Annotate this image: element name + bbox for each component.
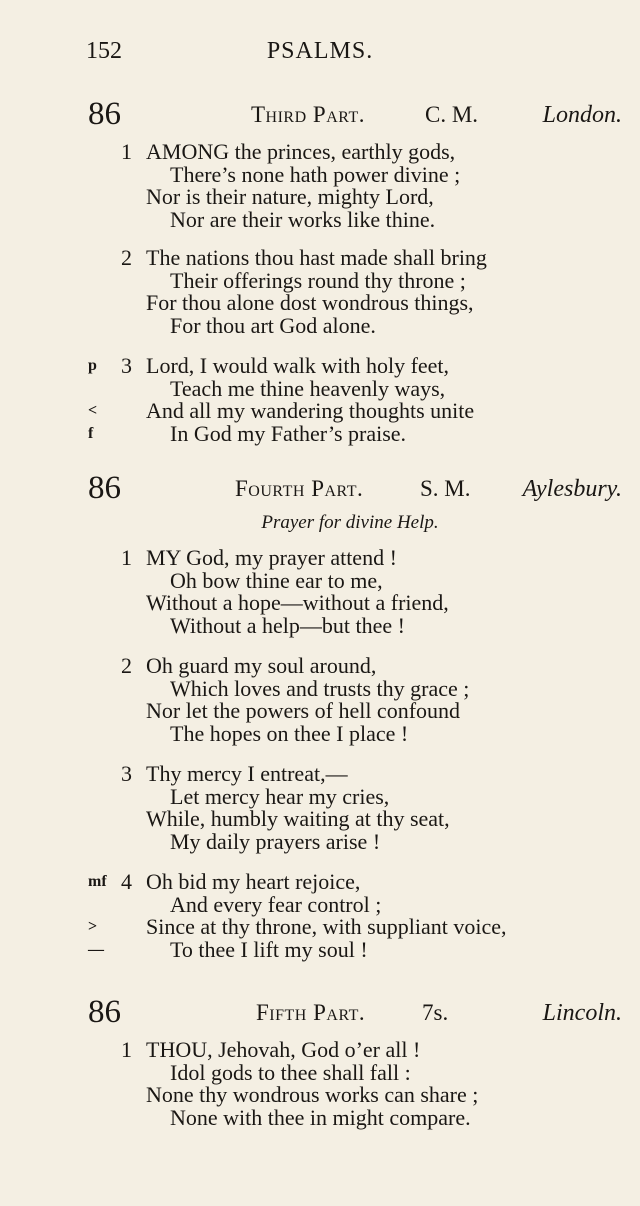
verse-text: Without a hope—without a friend,	[146, 590, 449, 615]
verse-text: THOU, Jehovah, God o’er all !	[146, 1037, 421, 1062]
dynamic-marking: f	[88, 424, 94, 442]
verse-text: Nor let the powers of hell confound	[146, 698, 461, 723]
verse-text: My daily prayers arise !	[170, 828, 381, 854]
verse-line	[0, 762, 640, 786]
verse-line	[0, 722, 640, 746]
hymn-heading	[0, 470, 640, 510]
verse-line	[0, 140, 640, 164]
hymn-meter: S. M.	[420, 476, 471, 501]
verse-line	[0, 399, 640, 423]
verse-line	[0, 591, 640, 615]
hymn-number: 86	[88, 470, 121, 506]
hymn-part: Fourth Part.	[235, 476, 364, 501]
dynamic-marking: —	[88, 940, 104, 958]
verse-text: And all my wandering thoughts unite	[146, 398, 475, 423]
verse-line	[0, 938, 640, 962]
verse-text: MY God, my prayer attend !	[146, 545, 397, 570]
verse-number: 1	[121, 1037, 132, 1062]
dynamic-marking: <	[88, 402, 98, 419]
verse-line	[0, 314, 640, 338]
verse-line	[0, 208, 640, 232]
hymn-part: Third Part.	[251, 102, 365, 127]
verse-line	[0, 893, 640, 917]
verse-text: None with thee in might compare.	[170, 1104, 471, 1130]
verse-line	[0, 185, 640, 209]
verse-line	[0, 1038, 640, 1062]
verse-line	[0, 1083, 640, 1107]
verse-number: 2	[121, 653, 132, 678]
verse-text: Their offerings round thy throne ;	[170, 267, 466, 293]
verse-text: Thy mercy I entreat,—	[146, 761, 348, 786]
verse-text: For thou alone dost wondrous things,	[146, 290, 474, 315]
page-header	[0, 38, 640, 72]
verse-line	[0, 269, 640, 293]
verse-line	[0, 569, 640, 593]
hymn-heading	[0, 96, 640, 136]
verse-line	[0, 291, 640, 315]
hymn-part: Fifth Part.	[256, 1000, 366, 1025]
dynamic-marking: mf	[88, 873, 107, 890]
tune-name: Aylesbury.	[522, 476, 622, 502]
verse-text: Oh guard my soul around,	[146, 653, 377, 678]
verse-line	[0, 870, 640, 894]
verse-text: For thou art God alone.	[170, 312, 376, 338]
hymn-heading	[0, 994, 640, 1034]
dynamic-marking: >	[88, 918, 98, 935]
verse-line	[0, 1106, 640, 1130]
hymn-number: 86	[88, 96, 121, 132]
verse-text: Teach me thine heavenly ways,	[170, 375, 446, 401]
verse-line	[0, 807, 640, 831]
verse-number: 3	[121, 353, 132, 378]
running-head: PSALMS.	[266, 38, 374, 64]
verse-line	[0, 830, 640, 854]
verse-line	[0, 422, 640, 446]
verse-line	[0, 699, 640, 723]
verse-text: In God my Father’s praise.	[170, 420, 407, 446]
hymn-meter: 7s.	[422, 1000, 449, 1025]
tune-name: Lincoln.	[542, 1000, 622, 1026]
verse-text: Lord, I would walk with holy feet,	[146, 353, 450, 378]
verse-text: Oh bid my heart rejoice,	[146, 869, 361, 894]
verse-line	[0, 354, 640, 378]
verse-number: 1	[121, 139, 132, 164]
verse-line	[0, 614, 640, 638]
hymn-number: 86	[88, 994, 121, 1030]
verse-line	[0, 785, 640, 809]
hymn-meter: C. M.	[425, 102, 479, 127]
hymn-subtitle: Prayer for divine Help.	[261, 512, 439, 533]
verse-text: Nor are their works like thine.	[170, 206, 436, 232]
verse-text: While, humbly waiting at thy seat,	[146, 806, 450, 831]
verse-number: 4	[121, 869, 132, 894]
verse-text: Since at thy throne, with suppliant voice,	[146, 914, 507, 939]
verse-text: Idol gods to thee shall fall :	[170, 1059, 411, 1085]
verse-number: 1	[121, 545, 132, 570]
verse-line	[0, 915, 640, 939]
verse-text: Which loves and trusts thy grace ;	[170, 675, 470, 701]
verse-line	[0, 546, 640, 570]
verse-line	[0, 677, 640, 701]
verse-line	[0, 163, 640, 187]
verse-text: Without a help—but thee !	[170, 612, 405, 638]
tune-name: London.	[542, 102, 622, 128]
dynamic-marking: p	[88, 357, 97, 374]
verse-text: The hopes on thee I place !	[170, 720, 409, 746]
verse-text: And every fear control ;	[170, 891, 382, 917]
verse-number: 3	[121, 761, 132, 786]
verse-text: The nations thou hast made shall bring	[146, 245, 487, 270]
verse-text: There’s none hath power divine ;	[170, 161, 461, 187]
page-number: 152	[86, 38, 122, 64]
verse-text: Oh bow thine ear to me,	[170, 567, 383, 593]
verse-line	[0, 377, 640, 401]
verse-text: Let mercy hear my cries,	[170, 783, 390, 809]
verse-text: AMONG the princes, earthly gods,	[146, 139, 456, 164]
verse-line	[0, 246, 640, 270]
verse-line	[0, 1061, 640, 1085]
verse-text: None thy wondrous works can share ;	[146, 1082, 479, 1107]
verse-text: Nor is their nature, mighty Lord,	[146, 184, 434, 209]
verse-number: 2	[121, 245, 132, 270]
verse-line	[0, 654, 640, 678]
verse-text: To thee I lift my soul !	[170, 936, 368, 962]
